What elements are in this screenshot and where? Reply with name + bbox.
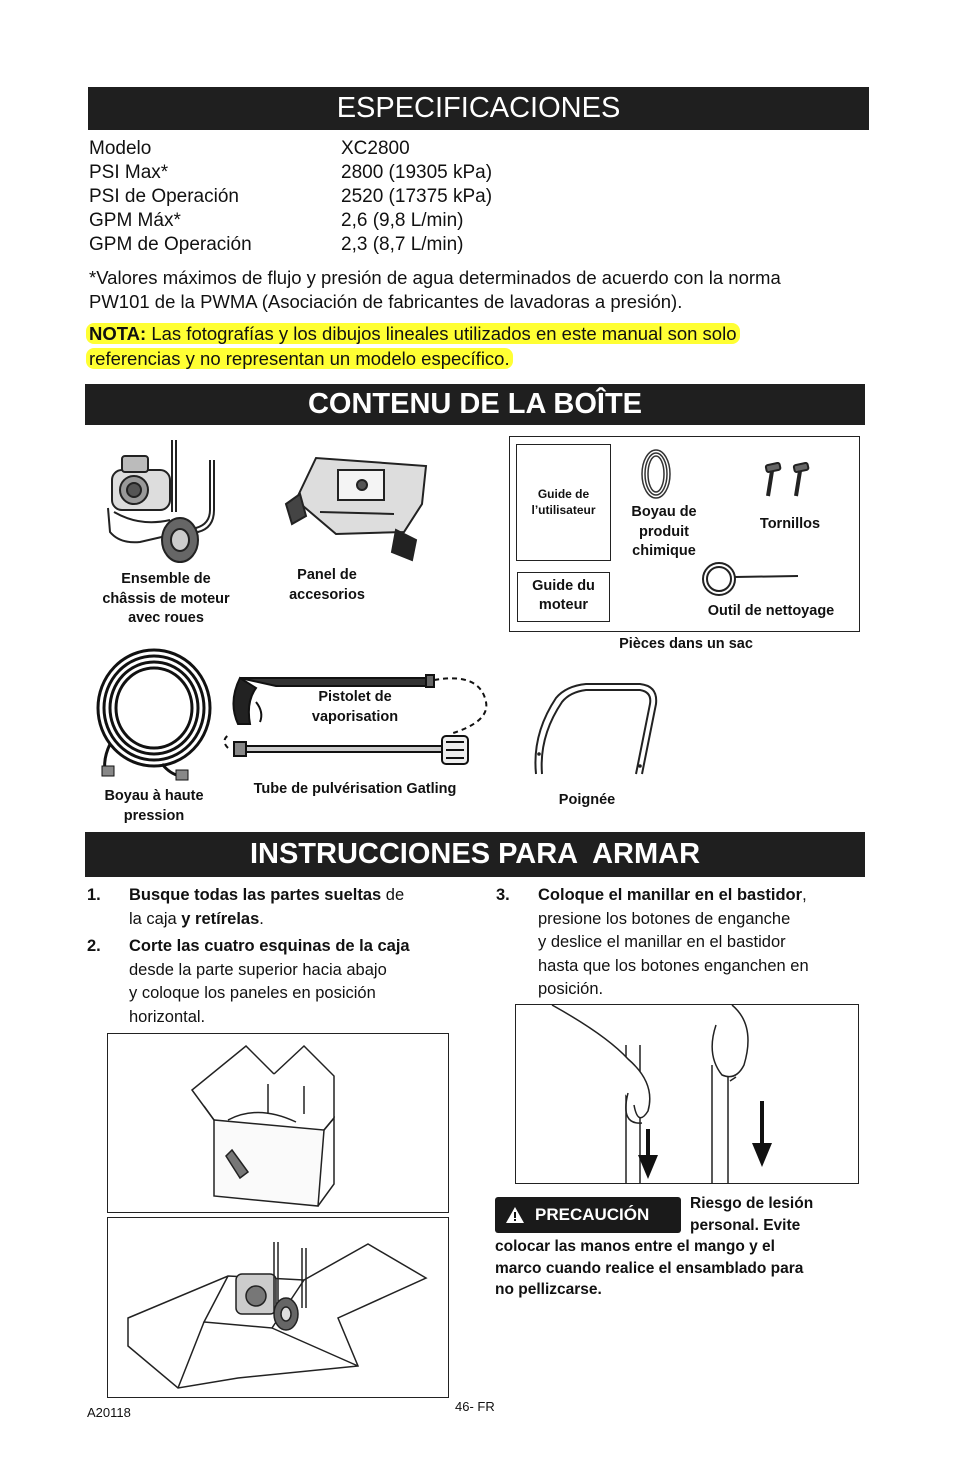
document-code: A20118 — [87, 1405, 131, 1420]
spec-row-psi-op — [89, 185, 492, 209]
caption-line: vaporisation — [311, 708, 399, 725]
spec-row-gpm-max — [89, 209, 464, 233]
step-line: presione los botones de enganche — [538, 909, 791, 928]
caution-line: colocar las manos entre el mango y el — [495, 1238, 775, 1255]
high-pressure-hose-illustration — [92, 646, 216, 782]
step-rest: la caja — [129, 909, 182, 928]
nota-label: NOTA: — [89, 323, 147, 344]
caption-line: pression — [123, 807, 185, 824]
step-number: 2. — [87, 937, 101, 955]
nota-highlight-1 — [86, 323, 740, 344]
box-cutting-illustration — [107, 1033, 449, 1213]
caption-chemical-hose — [616, 503, 712, 562]
caution-label: PRECAUCIÓN — [535, 1205, 650, 1224]
caption-engine-guide — [518, 577, 609, 615]
box-drawing — [108, 1034, 448, 1212]
opened-box-illustration — [107, 1217, 449, 1398]
step-number: 1. — [87, 886, 101, 904]
caption-bag-parts: Pièces dans un sac — [619, 636, 753, 652]
step-bold: Coloque el manillar en el bastidor — [538, 886, 803, 904]
step-line: y coloque los paneles en posición — [129, 984, 376, 1002]
handle-mounting-illustration — [515, 1004, 859, 1184]
cleaning-tool-icon — [700, 560, 800, 598]
caption-engine-frame — [86, 570, 246, 629]
handle-illustration — [526, 674, 670, 782]
assembly-title: INSTRUCCIONES PARA ARMAR — [249, 838, 701, 870]
footnote-line: *Valores máximos de flujo y presión de agua determinados de acuerdo con la norma — [89, 267, 781, 288]
spec-value: 2,6 (9,8 L/min) — [341, 210, 464, 231]
spec-label: Modelo — [89, 138, 152, 159]
spec-label: GPM de Operación — [89, 234, 252, 255]
chemical-hose-icon — [634, 446, 678, 504]
caption-cleaning-tool: Outil de nettoyage — [707, 603, 835, 619]
step-number: 3. — [496, 886, 510, 904]
nota-text: referencias y no representan un modelo específico. — [89, 348, 510, 369]
spec-title: ESPECIFICACIONES — [336, 92, 621, 124]
caption-high-pressure-hose — [86, 787, 222, 826]
step-bold: y retírelas — [181, 909, 260, 928]
caption-screws: Tornillos — [759, 516, 821, 532]
caption-handle: Poignée — [558, 792, 616, 808]
spec-label: GPM Máx* — [89, 210, 181, 231]
caption-line: moteur — [538, 597, 589, 613]
caution-line: marco cuando realice el ensamblado para — [495, 1259, 804, 1277]
step-text — [129, 884, 404, 931]
spec-value: XC2800 — [341, 138, 410, 159]
hands-drawing — [516, 1005, 858, 1183]
step-line: desde la parte superior hacia abajo — [129, 960, 387, 979]
caption-line: Ensemble de — [121, 571, 211, 587]
step-line: horizontal. — [129, 1007, 206, 1026]
caption-line: Guide du — [532, 578, 595, 594]
nota-note — [86, 322, 886, 371]
caption-gatling-wand: Tube de pulvérisation Gatling — [253, 781, 457, 797]
caption-line: Panel de — [297, 567, 357, 583]
step-text — [538, 884, 809, 1002]
caution-line: no pellizcarse. — [495, 1281, 602, 1298]
nota-highlight-2 — [86, 348, 513, 369]
page-number: 46- FR — [455, 1399, 495, 1414]
step-line: y deslice el manillar en el bastidor — [538, 933, 786, 951]
user-guide-booklet — [516, 444, 611, 561]
caption-line: avec roues — [128, 610, 204, 626]
caption-line: Boyau de — [631, 504, 697, 520]
accessory-panel-illustration — [276, 452, 436, 564]
contents-banner — [85, 384, 865, 425]
step-line: posición. — [538, 980, 604, 998]
opened-box-drawing — [108, 1218, 448, 1397]
step-bold: Corte las cuatro esquinas de la caja — [129, 937, 410, 955]
caution-badge — [495, 1197, 681, 1233]
spec-row-model — [89, 137, 410, 161]
caption-line: châssis de moteur — [102, 590, 230, 607]
spec-value: 2520 (17375 kPa) — [341, 186, 493, 207]
caption-line: l’utilisateur — [531, 503, 596, 517]
caution-text-body — [495, 1236, 875, 1301]
caption-line: chimique — [632, 543, 696, 559]
spec-label: PSI Max* — [89, 162, 169, 183]
caption-spray-gun — [290, 688, 420, 727]
spec-row-psi-max — [89, 161, 492, 185]
spec-label: PSI de Operación — [89, 186, 239, 207]
spec-footnote — [89, 266, 889, 314]
step-line: hasta que los botones enganchen en — [538, 956, 809, 975]
assembly-banner — [85, 832, 865, 877]
caption-accessory-panel — [266, 566, 388, 605]
step-rest: . — [259, 909, 264, 928]
step-rest: de — [381, 886, 405, 904]
spec-row-gpm-op — [89, 233, 464, 257]
engine-frame-illustration — [100, 432, 230, 567]
caution-line: Riesgo de lesión — [690, 1195, 814, 1212]
step-rest: , — [802, 886, 807, 904]
screws-icon — [762, 462, 816, 500]
contents-title: CONTENU DE LA BOÎTE — [307, 388, 643, 420]
caption-line: Pistolet de — [318, 689, 392, 705]
caption-line: produit — [639, 523, 689, 540]
engine-guide-booklet — [517, 572, 610, 622]
spec-value: 2,3 (8,7 L/min) — [341, 234, 464, 255]
warning-triangle-icon — [505, 1206, 525, 1224]
step-text — [129, 935, 410, 1029]
caption-line: Guide de — [537, 487, 590, 501]
caution-line: personal. Evite — [690, 1216, 801, 1234]
nota-text: Las fotografías y los dibujos lineales utilizados en este manual son solo — [146, 323, 737, 344]
footnote-line: PW101 de la PWMA (Asociación de fabricantes de lavadoras a presión). — [89, 291, 683, 312]
caption-line: Boyau à haute — [104, 788, 204, 804]
spec-banner — [88, 87, 869, 130]
caption-user-guide — [517, 486, 610, 518]
caution-text-top — [690, 1193, 813, 1236]
step-bold: Busque todas las partes sueltas — [129, 886, 382, 904]
spec-value: 2800 (19305 kPa) — [341, 162, 493, 183]
caption-line: accesorios — [289, 586, 365, 603]
